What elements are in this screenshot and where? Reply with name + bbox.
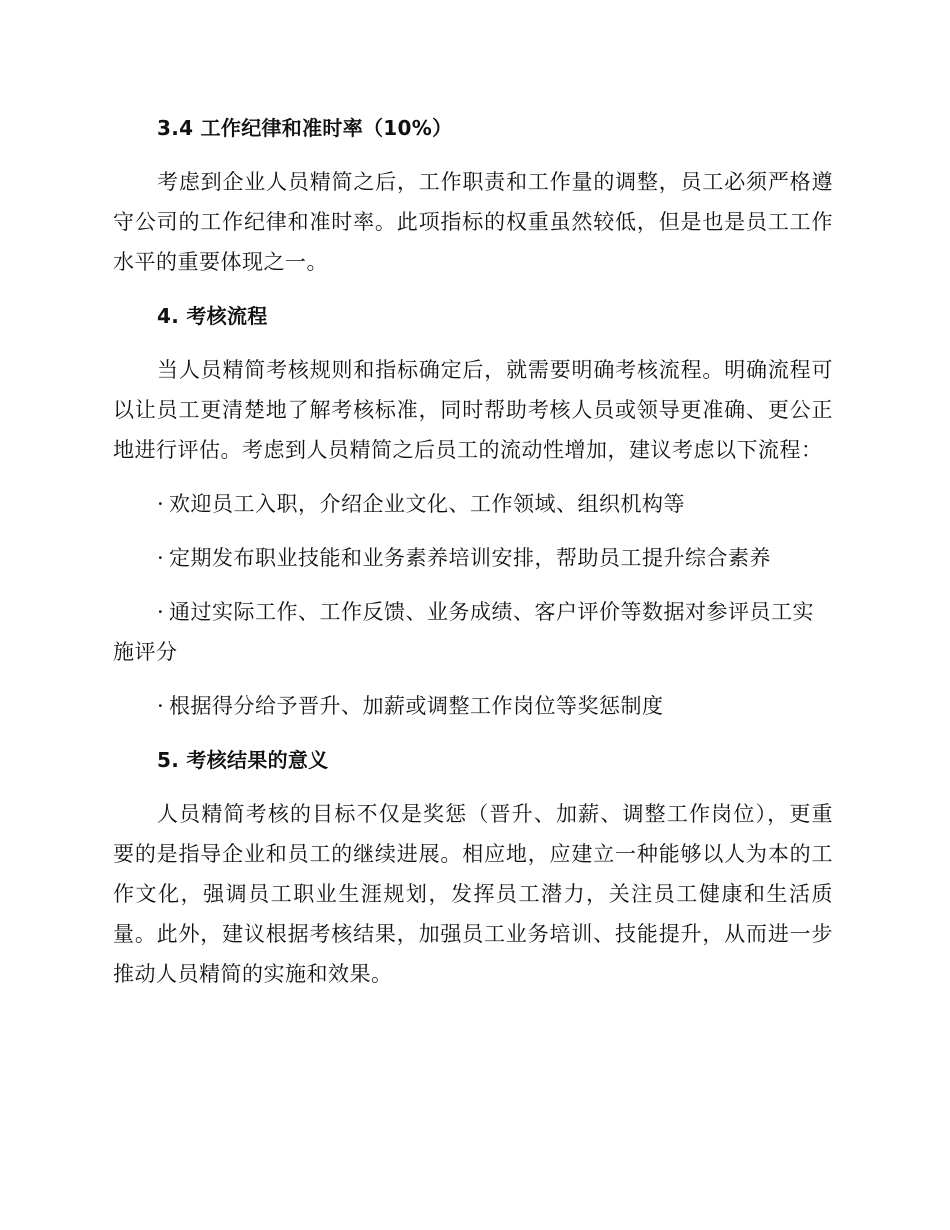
section-heading-3-4: 3.4 工作纪律和准时率（10%） (157, 116, 453, 140)
section-heading-4: 4. 考核流程 (157, 304, 268, 328)
bullet-text: 定期发布职业技能和业务素养培训安排，帮助员工提升综合素养 (169, 546, 771, 570)
bullet-marker: · (157, 492, 165, 516)
bullet-marker: · (157, 546, 165, 570)
section-heading-5: 5. 考核结果的意义 (157, 748, 329, 772)
document-body (113, 108, 833, 994)
bullet-marker: · (157, 694, 165, 718)
bullet-item (113, 592, 833, 672)
bullet-item (113, 686, 833, 726)
section-paragraph-3-4: 考虑到企业人员精简之后，工作职责和工作量的调整，员工必须严格遵守公司的工作纪律和准时率。此项指标的权重虽然较低，但是也是员工工作水平的重要体现之一。 (113, 170, 833, 274)
bullet-item (113, 484, 833, 524)
section-paragraph-5: 人员精简考核的目标不仅是奖惩（晋升、加薪、调整工作岗位），更重要的是指导企业和员工的继续进展。相应地，应建立一种能够以人为本的工作文化，强调员工职业生涯规划，发挥员工潜力，关注员工健康和生活质量。此外，建议根据考核结果，加强员工业务培训、技能提升，从而进一步推动人员精简的实施和效果。 (113, 802, 833, 986)
section-paragraph-4: 当人员精简考核规则和指标确定后，就需要明确考核流程。明确流程可以让员工更清楚地了解考核标准，同时帮助考核人员或领导更准确、更公正地进行评估。考虑到人员精简之后员工的流动性增加，建议考虑以下流程： (113, 358, 833, 462)
bullet-text: 通过实际工作、工作反馈、业务成绩、客户评价等数据对参评员工实施评分 (113, 600, 814, 664)
bullet-marker: · (157, 600, 165, 624)
bullet-text: 根据得分给予晋升、加薪或调整工作岗位等奖惩制度 (169, 694, 664, 718)
bullet-text: 欢迎员工入职，介绍企业文化、工作领域、组织机构等 (169, 492, 685, 516)
bullet-item (113, 538, 833, 578)
